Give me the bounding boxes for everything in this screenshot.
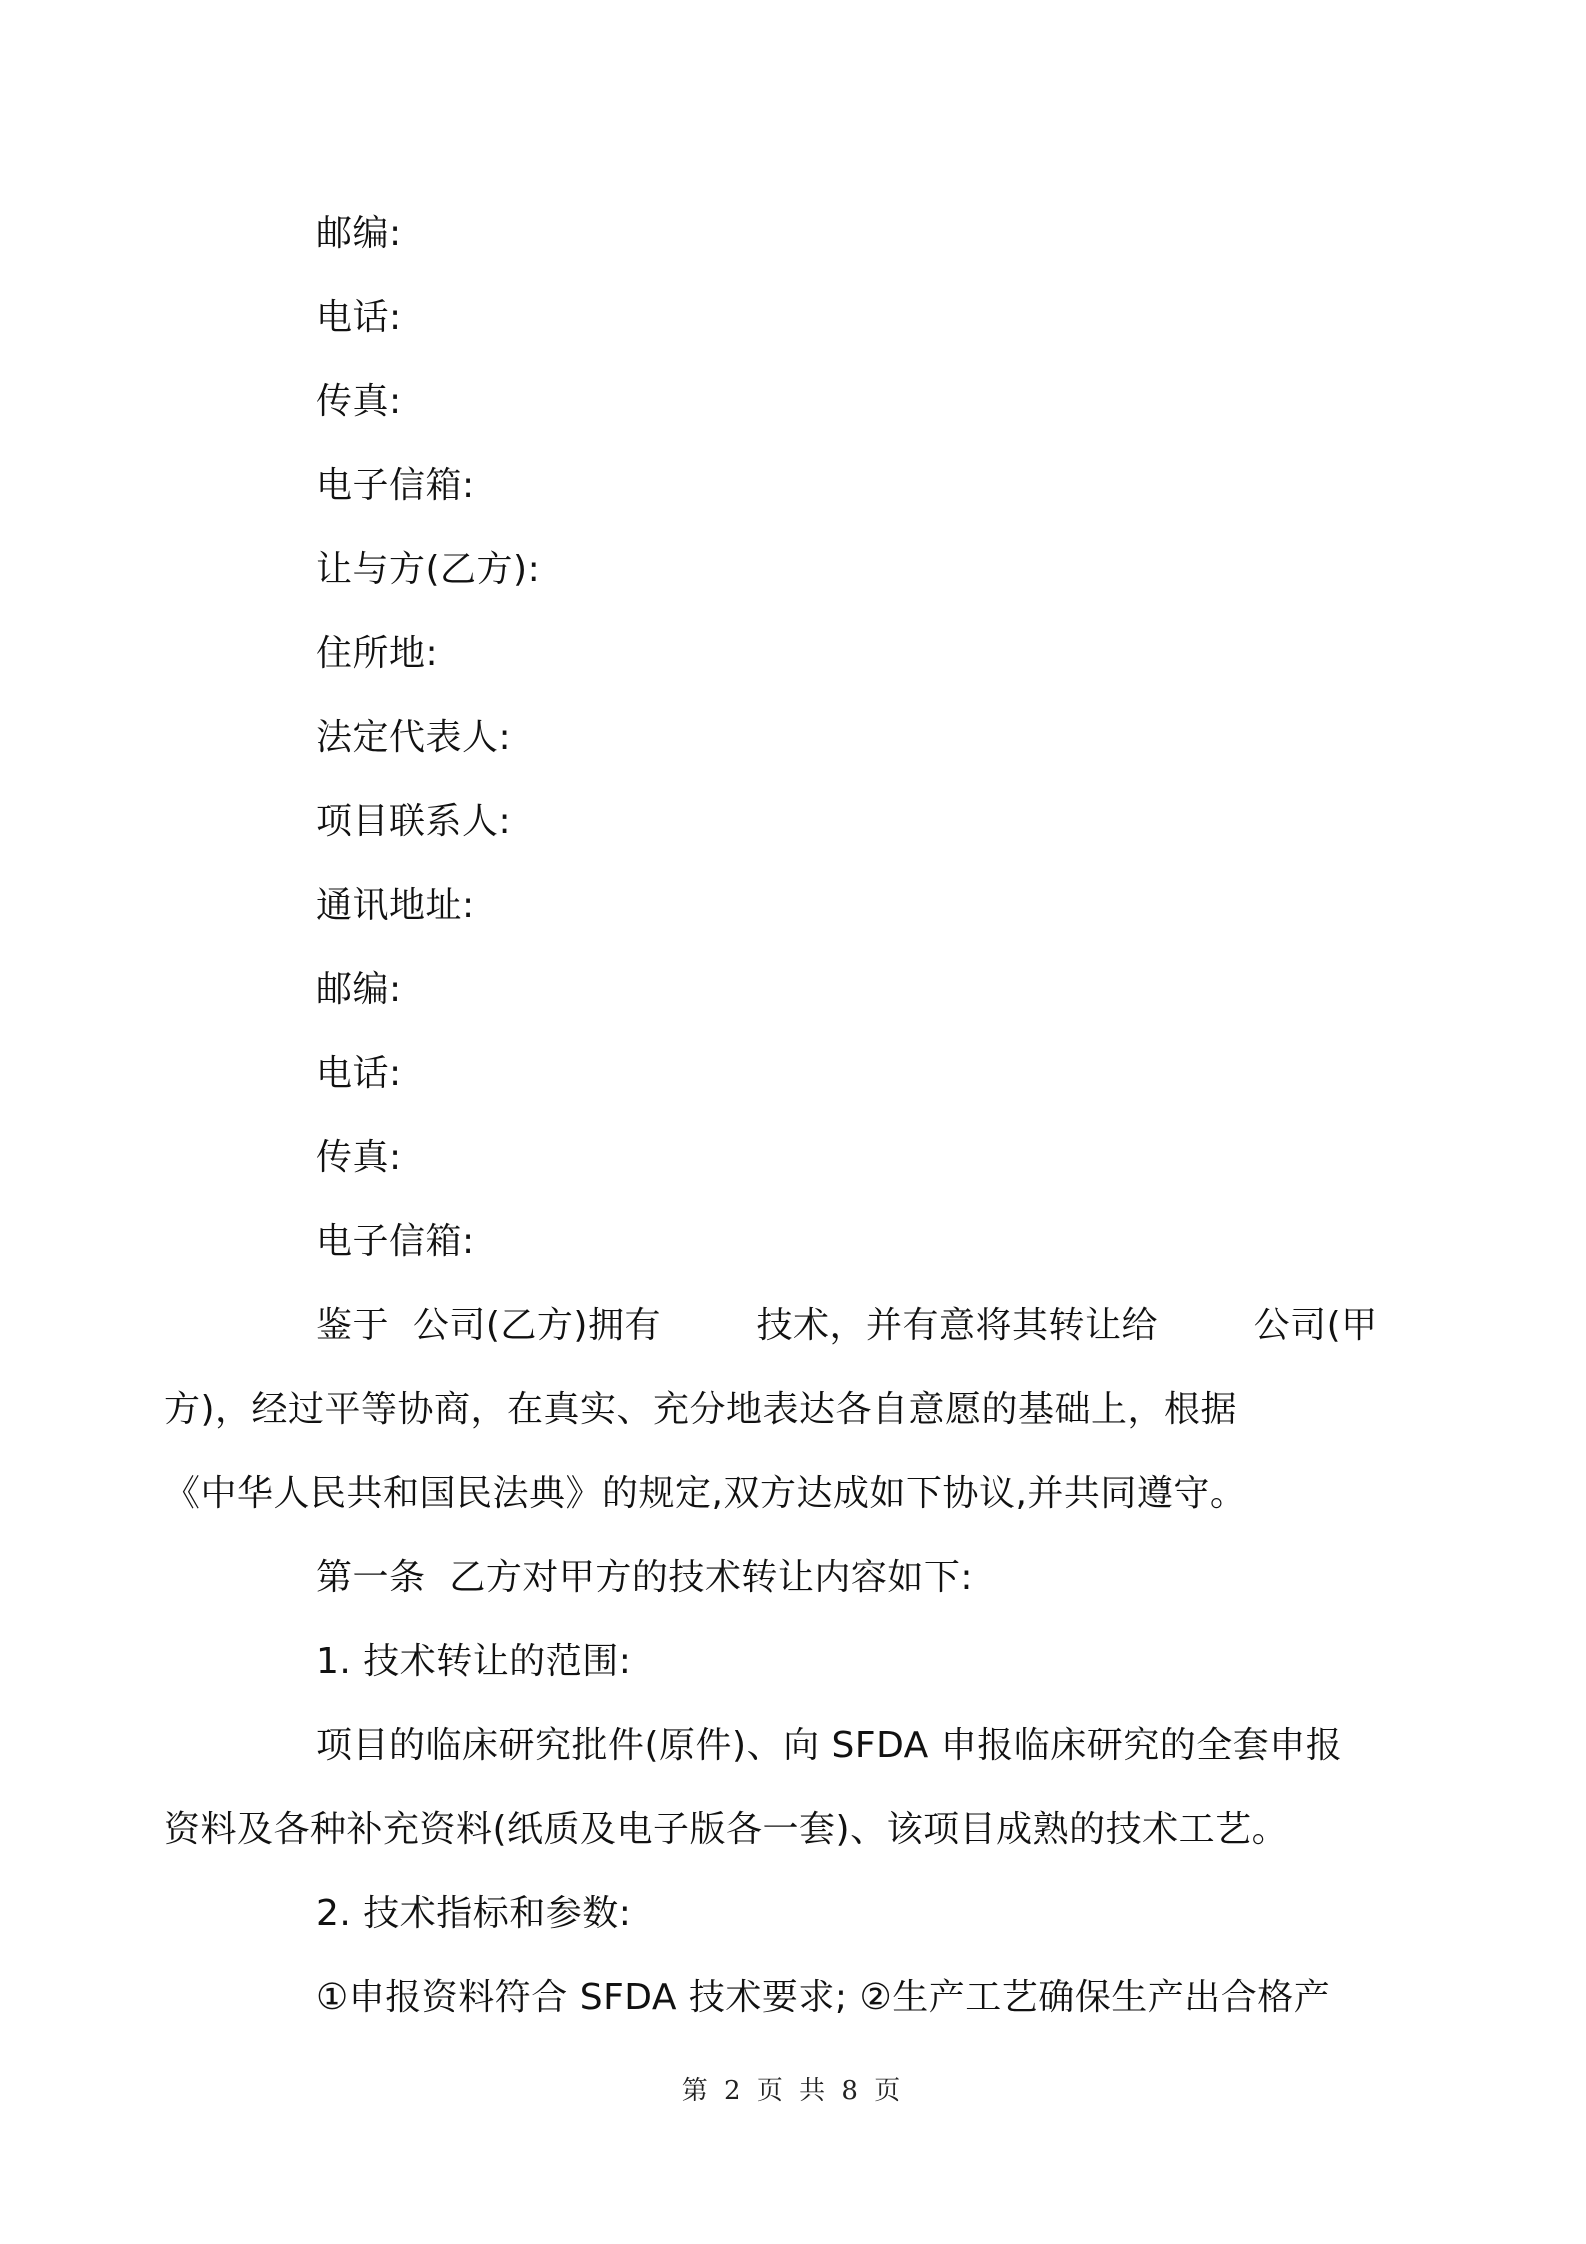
party-b-fax-label: 传真: [316,1137,402,1178]
item-1-line-2: 资料及各种补充资料(纸质及电子版各一套)、该项目成熟的技术工艺。 [164,1809,1289,1850]
party-b-contact-person-label: 项目联系人: [316,801,512,842]
document-body [164,192,1378,2040]
party-b-email-label: 电子信箱: [316,1221,475,1262]
party-b-postcode-label: 邮编: [316,969,402,1010]
article-1-item-1-heading: 1. 技术转让的范围: [316,1641,632,1682]
preamble-line-2: 方)，经过平等协商，在真实、充分地表达各自意愿的基础上，根据 [164,1389,1238,1430]
party-b-title: 让与方(乙方): [316,549,541,590]
item-1-line-1: 项目的临床研究批件(原件)、向 SFDA 申报临床研究的全套申报 [316,1725,1343,1766]
party-a-postcode-label: 邮编: [316,213,402,254]
preamble-paragraph [164,1284,1378,1536]
party-a-fax-label: 传真: [316,381,402,422]
preamble-line-1: 鉴于 公司(乙方)拥有 技术，并有意将其转让给 公司(甲 [316,1305,1378,1346]
preamble-line-3: 《中华人民共和国民法典》的规定,双方达成如下协议,并共同遵守。 [164,1473,1247,1514]
item-2-line-1: ①申报资料符合 SFDA 技术要求; ②生产工艺确保生产出合格产 [316,1977,1331,2018]
party-b-address-label: 住所地: [316,633,439,674]
party-a-email-label: 电子信箱: [316,465,475,506]
article-1-heading: 第一条 乙方对甲方的技术转让内容如下: [316,1557,974,1598]
party-b-mail-address-label: 通讯地址: [316,885,475,926]
party-b-legal-rep-label: 法定代表人: [316,717,512,758]
party-a-phone-label: 电话: [316,297,402,338]
article-1-item-2-paragraph [240,1956,1360,2040]
article-1-item-1-paragraph [164,1704,1360,1872]
page-number-footer: 第 2 页 共 8 页 [681,2076,905,2106]
party-b-phone-label: 电话: [316,1053,402,1094]
article-1-item-2-heading: 2. 技术指标和参数: [316,1893,632,1934]
